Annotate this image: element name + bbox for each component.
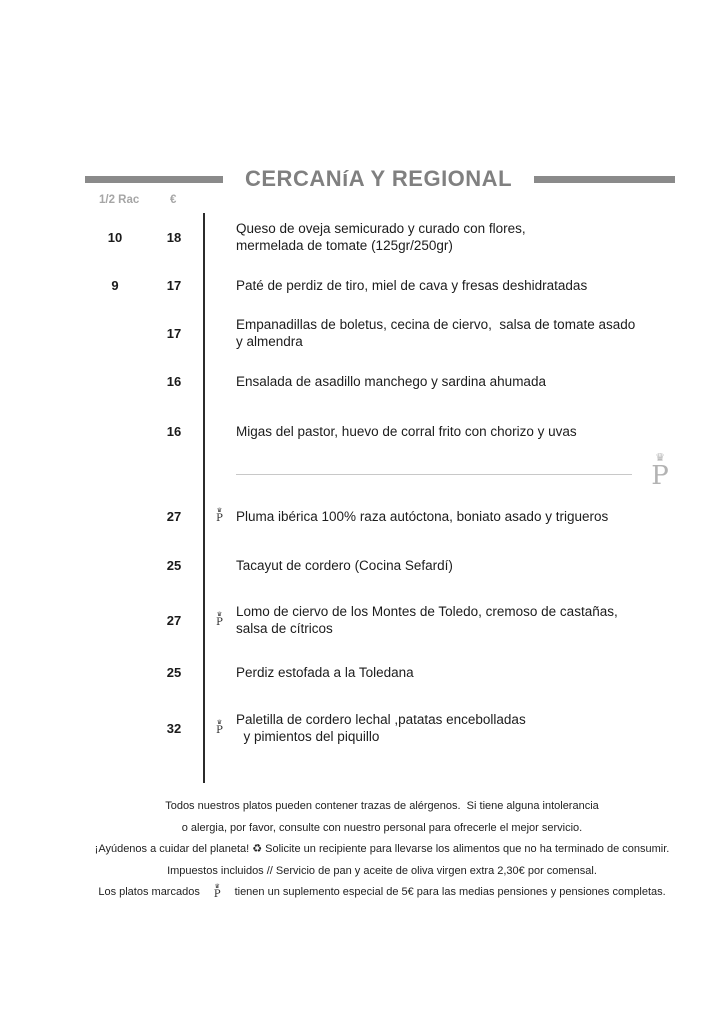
dish-description (236, 664, 680, 681)
menu-item-row (85, 589, 680, 651)
crown-icon: ♛ (216, 719, 223, 726)
p-letter: P (216, 616, 223, 628)
footer-notes (50, 798, 714, 900)
section-divider-line (236, 474, 632, 475)
menu-item-row (85, 405, 680, 457)
supplement-mark-cell (203, 721, 236, 736)
full-portion-price: 27 (166, 612, 182, 628)
dish-description-line: Lomo de ciervo de los Montes de Toledo, cremoso de castañas, (236, 604, 618, 619)
footer-line: Todos nuestros platos pueden contener trazas de alérgenos. Si tiene alguna intolerancia (165, 800, 599, 812)
full-portion-price: 25 (166, 664, 182, 680)
crowned-p-icon (216, 509, 223, 524)
menu-item-row (85, 213, 680, 261)
dish-description-line: mermelada de tomate (125gr/250gr) (236, 238, 453, 253)
dish-description-line: Tacayut de cordero (Cocina Sefardí) (236, 557, 453, 573)
full-portion-price: 16 (166, 373, 182, 389)
dish-description (236, 711, 680, 745)
dish-description (236, 508, 680, 525)
dish-description (236, 220, 680, 254)
crown-icon: ♛ (214, 883, 220, 890)
p-letter: P (216, 724, 223, 736)
crown-icon: ♛ (655, 452, 665, 464)
menu-item-row (85, 651, 680, 693)
paradores-logo (644, 453, 676, 490)
full-portion-price: 17 (166, 325, 182, 341)
full-portion-price: 27 (166, 508, 182, 524)
dish-description-line: Perdiz estofada a la Toledana (236, 664, 414, 680)
menu-item-row (85, 693, 680, 763)
supplement-note-prefix: Los platos marcados (98, 886, 200, 898)
full-portion-price: 25 (166, 557, 182, 573)
logo-letter-p: P (651, 461, 669, 491)
footer-line: Impuestos incluidos // Servicio de pan y aceite de oliva virgen extra 2,30€ por comensal. (167, 864, 597, 877)
dish-description (236, 557, 680, 574)
crowned-p-icon (216, 721, 223, 736)
crown-icon: ♛ (216, 611, 223, 618)
dish-description (236, 277, 680, 294)
half-portion-price: 9 (111, 277, 119, 293)
header-bar-right (534, 176, 675, 183)
column-header-half-portion: 1/2 Rac (99, 194, 140, 206)
full-portion-price: 16 (166, 423, 182, 439)
dish-description (236, 603, 680, 637)
menu-item-row (85, 357, 680, 405)
menu-list (85, 213, 680, 763)
menu-item-row (85, 541, 680, 589)
dish-description-line: Pluma ibérica 100% raza autóctona, boniato asado y trigueros (236, 508, 609, 524)
half-portion-price: 10 (107, 229, 123, 245)
header-bar-left (85, 176, 223, 183)
dish-description-line: salsa de cítricos (236, 621, 333, 636)
dish-description (236, 373, 680, 390)
section-header (85, 166, 675, 192)
dish-description (236, 423, 680, 440)
dish-description (236, 316, 680, 350)
menu-item-row (85, 491, 680, 541)
footer-line: o alergia, por favor, consulte con nuestro personal para ofrecerle el mejor servicio. (181, 821, 583, 834)
crown-icon: ♛ (216, 507, 223, 514)
crowned-p-icon (214, 885, 221, 900)
dish-description-line: Queso de oveja semicurado y curado con flores, (236, 221, 526, 236)
dish-description-line: y pimientos del piquillo (236, 729, 380, 744)
full-portion-price: 17 (166, 277, 182, 293)
p-letter: P (216, 512, 223, 524)
crowned-p-icon (216, 613, 223, 628)
supplement-mark-cell (203, 613, 236, 628)
dish-description-line: Empanadillas de boletus, cecina de ciervo, salsa de tomate asado (236, 317, 636, 332)
dish-description-line: Migas del pastor, huevo de corral frito con chorizo y uvas (236, 423, 577, 439)
menu-item-row (85, 261, 680, 309)
dish-description-line: Paletilla de cordero lechal ,patatas encebolladas (236, 712, 526, 727)
supplement-mark-cell (203, 509, 236, 524)
dish-description-line: Ensalada de asadillo manchego y sardina ahumada (236, 373, 546, 389)
column-header-currency: € (170, 194, 177, 206)
dish-description-line: y almendra (236, 334, 303, 349)
menu-divider-row (85, 457, 680, 491)
footer-line: ¡Ayúdenos a cuidar del planeta! ♻ Solicite un recipiente para llevarse los alimentos que no ha terminado de consumir. (94, 843, 670, 855)
supplement-note (50, 884, 714, 900)
page-title: CERCANíA Y REGIONAL (245, 166, 513, 191)
full-portion-price: 32 (166, 720, 182, 736)
supplement-note-suffix: tienen un suplemento especial de 5€ para las medias pensiones y pensiones completas. (234, 886, 666, 898)
p-letter: P (213, 888, 221, 900)
dish-description-line: Paté de perdiz de tiro, miel de cava y fresas deshidratadas (236, 277, 588, 293)
menu-item-row (85, 309, 680, 357)
full-portion-price: 18 (166, 229, 182, 245)
